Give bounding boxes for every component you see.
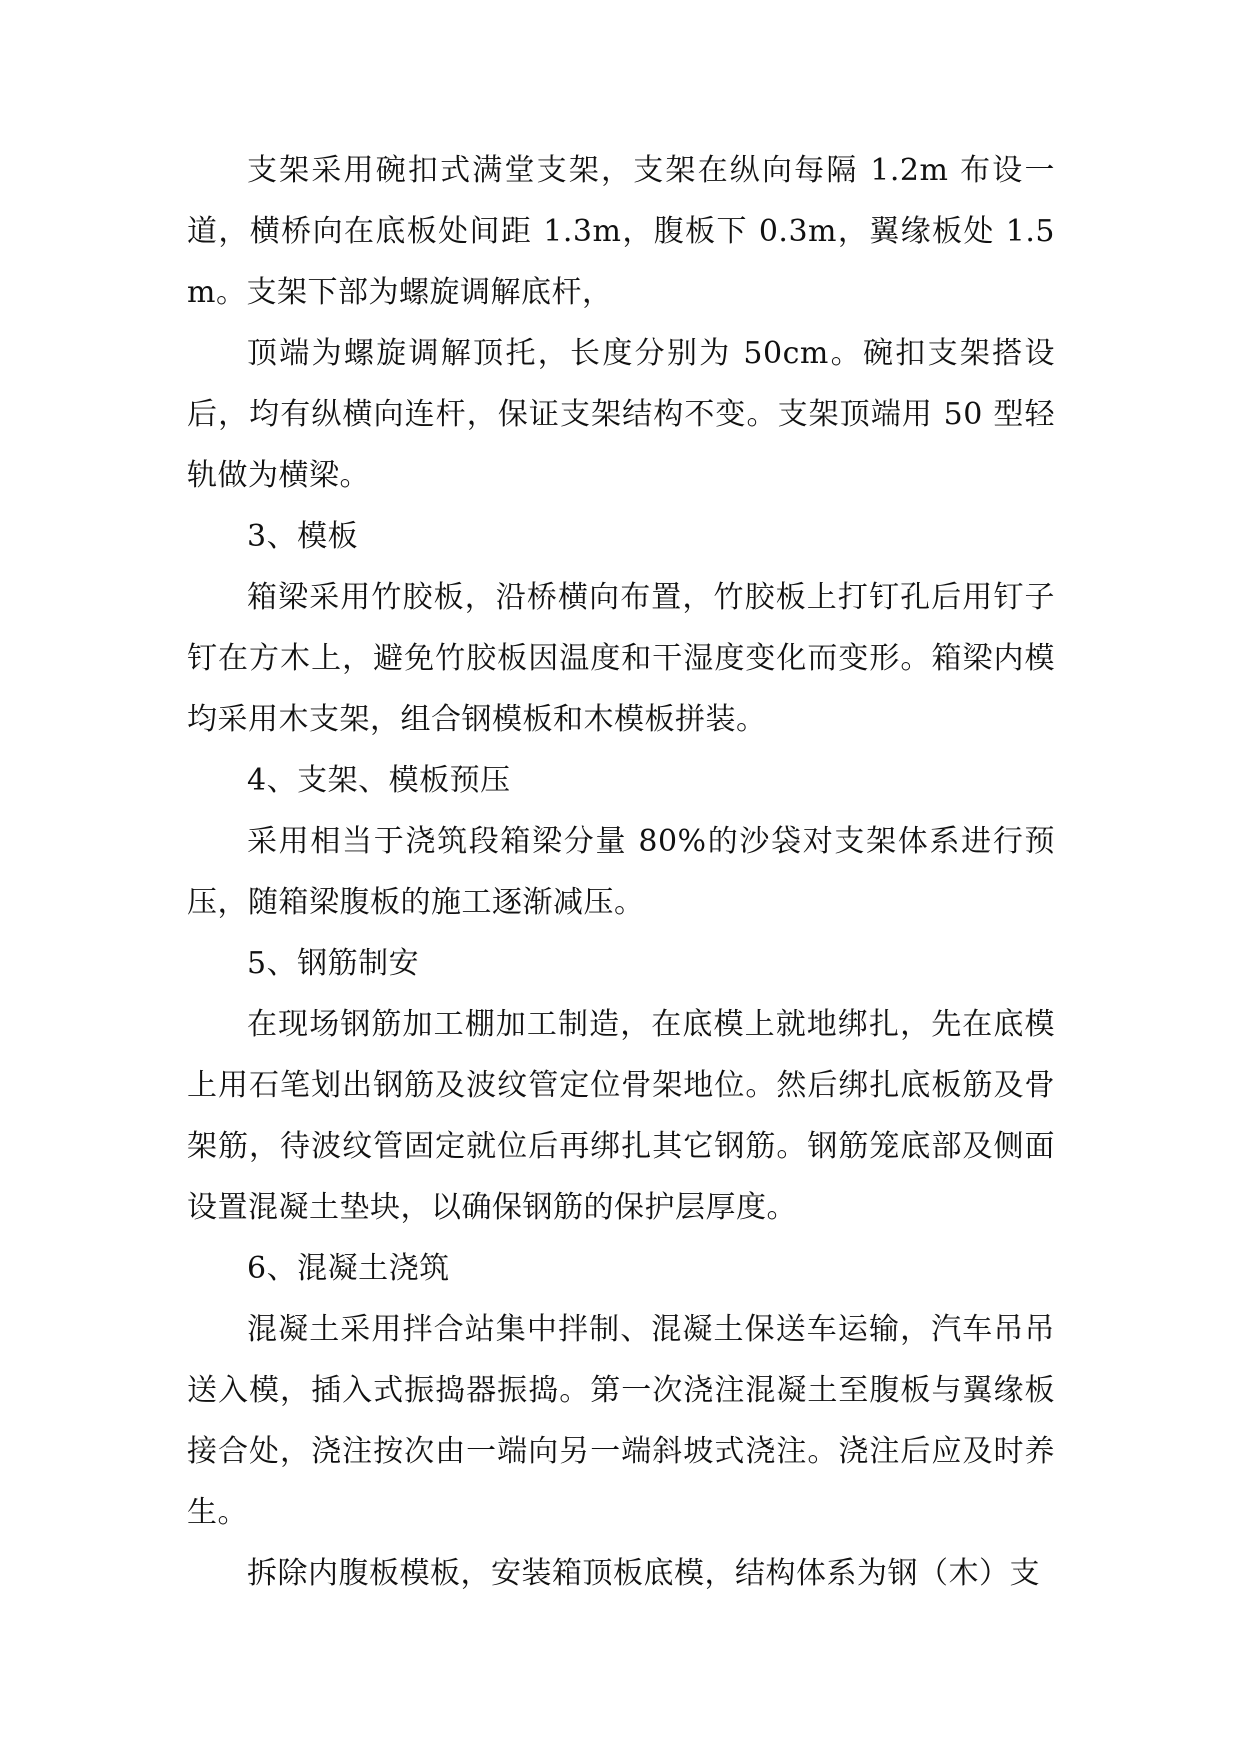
paragraph-scaffold-layout: 支架采用碗扣式满堂支架，支架在纵向每隔 1.2m 布设一道，横桥向在底板处间距 1.3m，腹板下 0.3m，翼缘板处 1.5m。支架下部为螺旋调解底杆， bbox=[187, 153, 1055, 310]
section-heading-rebar: 5、钢筋制安 bbox=[247, 946, 420, 981]
section-heading-formwork: 3、模板 bbox=[247, 519, 359, 554]
paragraph-rebar: 在现场钢筋加工棚加工制造，在底模上就地绑扎，先在底模上用石笔划出钢筋及波纹管定位骨架地位。然后绑扎底板筋及骨架筋，待波纹管固定就位后再绑扎其它钢筋。钢筋笼底部及侧面设置混凝土垫块，以确保钢筋的保护层厚度。 bbox=[187, 1007, 1055, 1225]
paragraph-remove-formwork: 拆除内腹板模板，安装箱顶板底模，结构体系为钢（木）支 bbox=[247, 1556, 1040, 1591]
section-heading-concrete: 6、混凝土浇筑 bbox=[247, 1251, 450, 1286]
document-body bbox=[187, 140, 1055, 1604]
paragraph-preloading: 采用相当于浇筑段箱梁分量 80%的沙袋对支架体系进行预压，随箱梁腹板的施工逐渐减压。 bbox=[187, 824, 1055, 920]
paragraph-formwork: 箱梁采用竹胶板，沿桥横向布置，竹胶板上打钉孔后用钉子钉在方木上，避免竹胶板因温度和干湿度变化而变形。箱梁内模均采用木支架，组合钢模板和木模板拼装。 bbox=[187, 580, 1055, 737]
paragraph-scaffold-top: 顶端为螺旋调解顶托，长度分别为 50cm。碗扣支架搭设后，均有纵横向连杆，保证支架结构不变。支架顶端用 50 型轻轨做为横梁。 bbox=[187, 336, 1055, 493]
paragraph-concrete: 混凝土采用拌合站集中拌制、混凝土保送车运输，汽车吊吊送入模，插入式振捣器振捣。第一次浇注混凝土至腹板与翼缘板接合处，浇注按次由一端向另一端斜坡式浇注。浇注后应及时养生。 bbox=[187, 1312, 1055, 1530]
section-heading-preloading: 4、支架、模板预压 bbox=[247, 763, 511, 798]
